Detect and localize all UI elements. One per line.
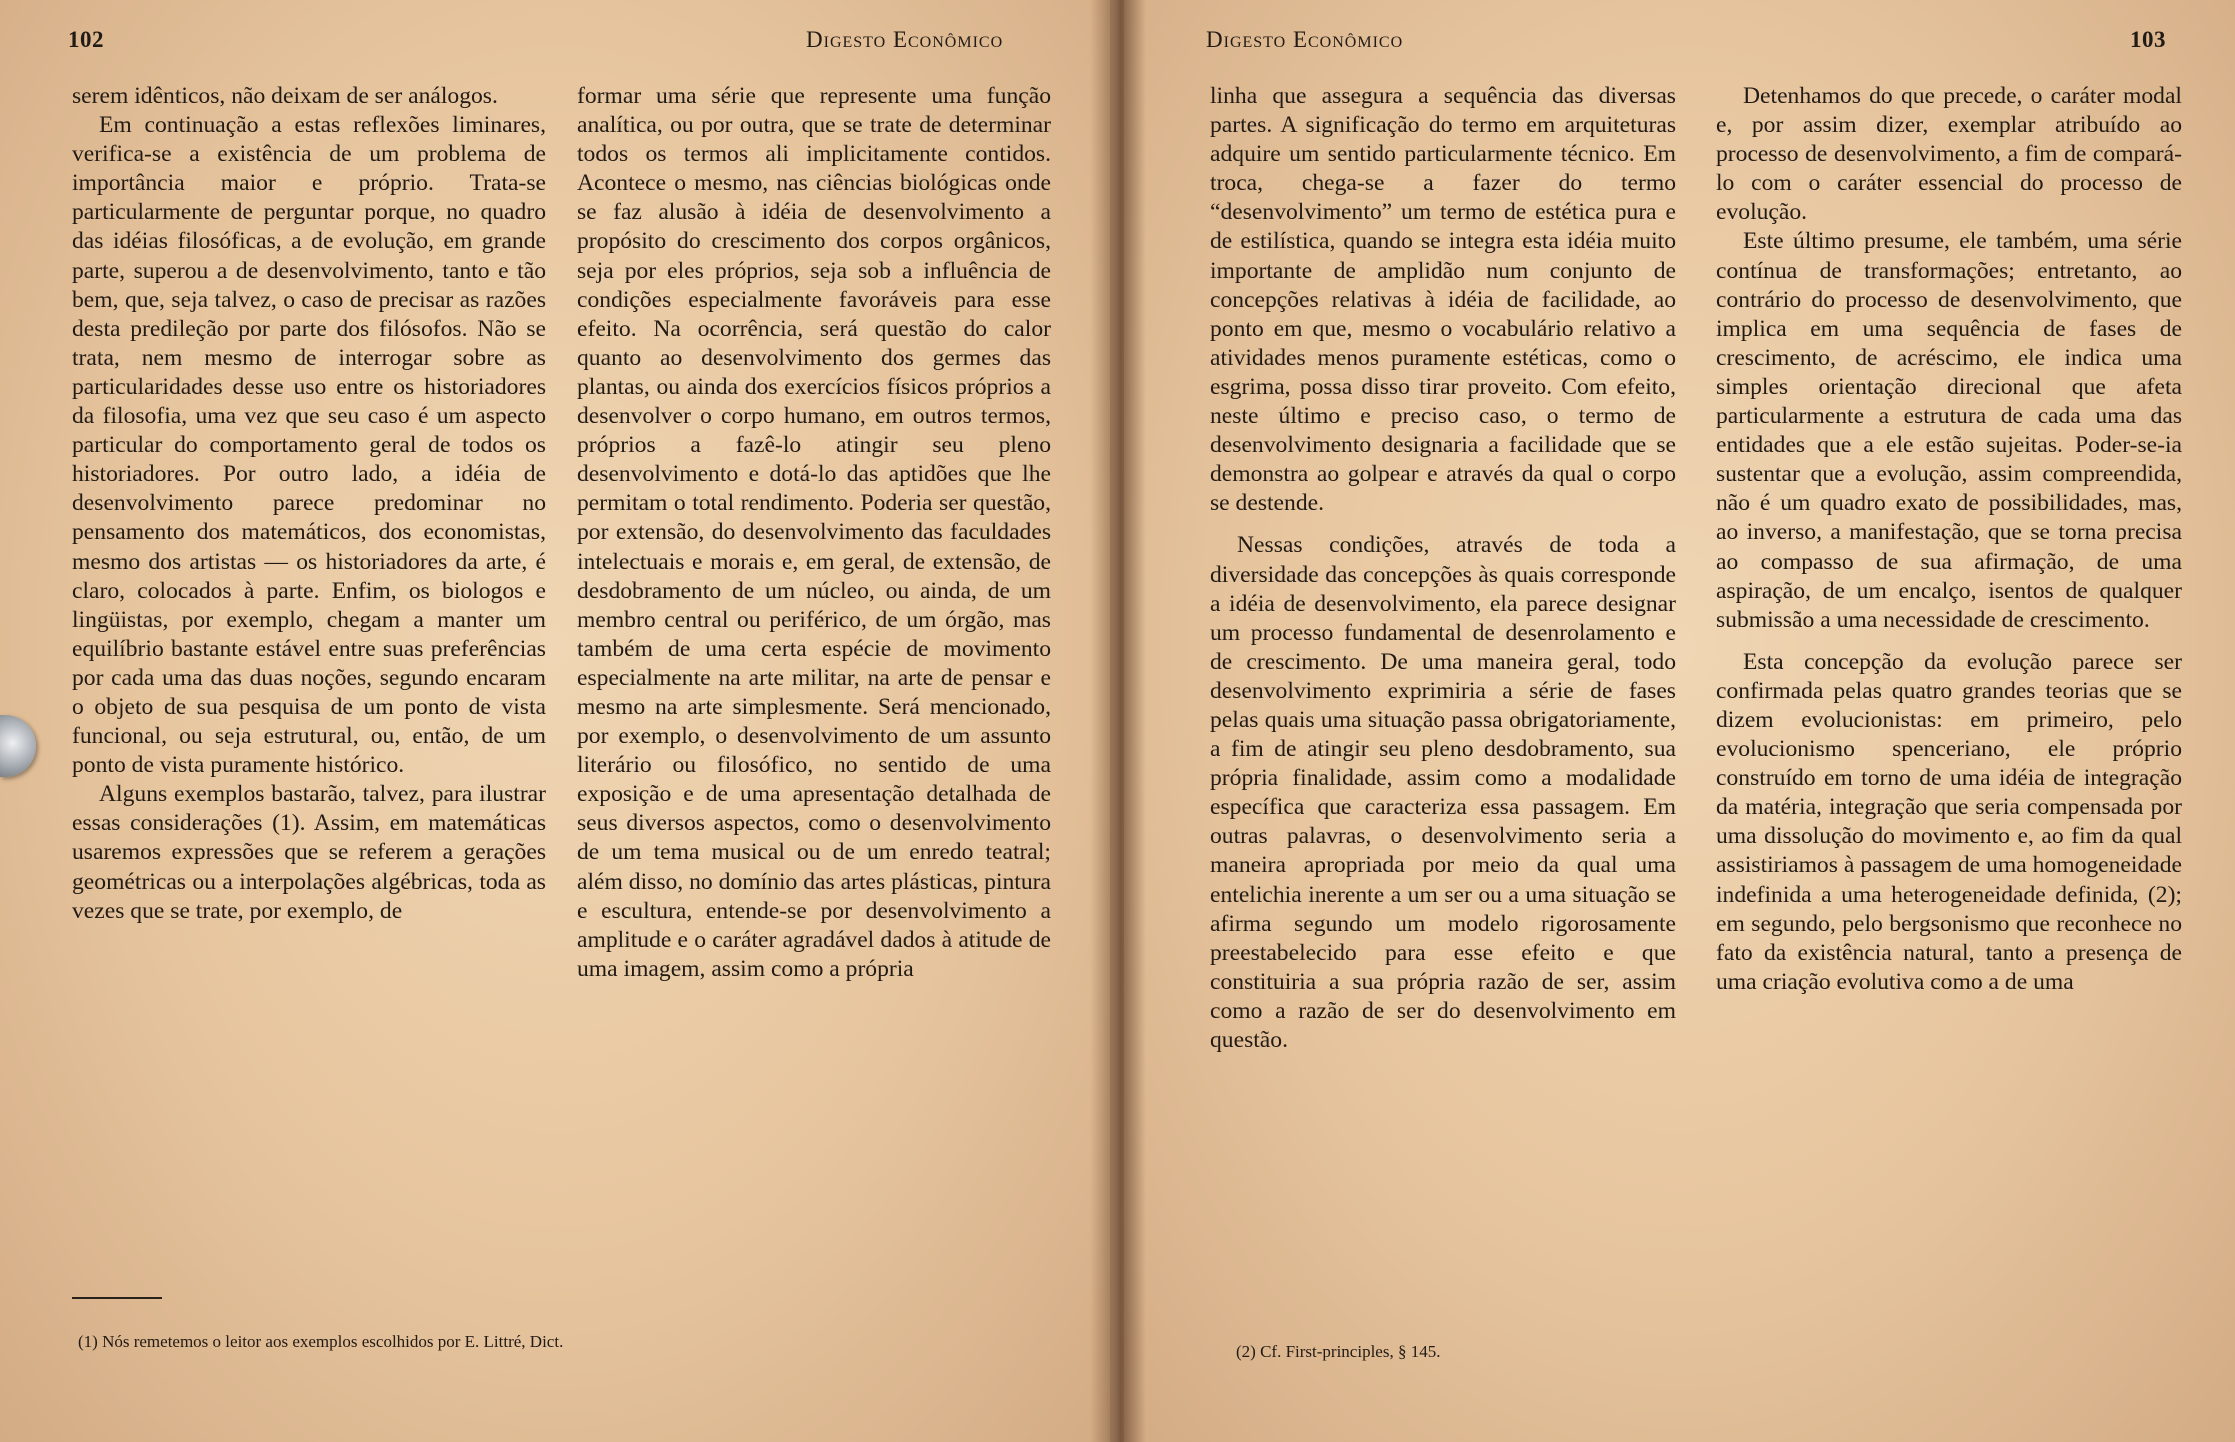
paragraph: Nessas condições, através de toda a diversidade das concepções às quais corresponde a idéia de desenvolvimento, ela parece designar um processo fundamental de desenrolamento e de crescimento. De uma maneira geral, todo desenvolvimento exprimiria a série de fases pelas quais uma situação passa obrigatoriamente, a fim de atingir seu pleno desdobramento, sua própria finalidade, assim como a modalidade específica que caracteriza essa passagem. Em outras palavras, o desenvolvimento seria a maneira apropriada por meio da qual uma entelichia inerente a um ser ou a uma situação se afirma segundo um modelo rigorosamente preestabelecido para esse efeito e que constituiria a sua própria razão de ser, assim como a razão de ser do desenvolvimento em questão. <box>1210 532 1676 1053</box>
running-head-left: Digesto Econômico <box>806 27 1004 52</box>
footnote-left: (1) Nós remetemos o leitor aos exemplos escolhidos por E. Littré, Dict. <box>78 1332 564 1351</box>
paragraph: Este último presume, ele também, uma série contínua de transformações; entretanto, ao contrário do processo de desenvolvimento, que implica em uma sequência de fases de crescimento, de acréscimo, ele indica uma simples orientação direcional que afeta particularmente a estrutura de cada uma das entidades que a ele estão sujeitas. Poder-se-ia sustentar que a evolução, assim compreendida, não é um quadro exato de possibilidades, mas, ao inverso, a manifestação, que se torna precisa ao compasso de sua afirmação, de uma aspiração, de um encalço, isentos de qualquer submissão a uma necessidade de crescimento. <box>1716 228 2182 633</box>
paragraph: Em continuação a estas reflexões liminares, verifica-se a existência de um problema de importância maior e próprio. Trata-se particularmente de perguntar porque, no quadro das idéias filosóficas, a de evolução, em grande parte, superou a de desenvolvimento, tanto e tão bem, que, seja talvez, o caso de precisar as razões desta predileção por parte dos filósofos. Não se trata, nem mesmo de interrogar sobre as particularidades desse uso entre os historiadores da filosofia, uma vez que seu caso é um aspecto particular do comportamento geral de todos os historiadores. Por outro lado, a idéia de desenvolvimento parece predominar no pensamento dos matemáticos, dos economistas, mesmo dos artistas — os historiadores da arte, é claro, colocados à parte. Enfim, os biologos e lingüistas, por exemplo, chegam a manter um equilíbrio bastante estável entre suas preferências por cada uma das duas noções, segundo encaram o objeto de sua pesquisa de um ponto de vista funcional, ou seja estrutural, ou, então, de um ponto de vista puramente histórico. <box>72 112 546 779</box>
paragraph: linha que assegura a sequência das diversas partes. A significação do termo em arquiteturas adquire um sentido particularmente técnico. Em troca, chega-se a fazer do termo “desenvolvimento” um termo de estética pura e de estilística, quando se integra esta idéia muito importante de amplidão num conjunto de concepções relativas à idéia de facilidade, ao ponto em que, mesmo o vocabulário relativo a atividades menos puramente estéticas, como o esgrima, possa disso tirar proveito. Com efeito, neste último e preciso caso, o termo de desenvolvimento designaria a facilidade que se demonstra ao golpear e através da qual o corpo se destende. <box>1210 83 1676 517</box>
right-column-1 <box>1210 82 1676 1055</box>
paragraph: serem idênticos, não deixam de ser análogos. <box>72 83 498 109</box>
paragraph: formar uma série que represente uma função analítica, ou por outra, que se trate de determinar todos os termos ali implicitamente contidos. Acontece o mesmo, nas ciências biológicas onde se faz alusão à idéia de desenvolvimento a propósito do crescimento dos corpos orgânicos, seja por eles próprios, seja sob a influência de condições especialmente favoráveis para esse efeito. Na ocorrência, será questão do calor quanto ao desenvolvimento dos germes das plantas, ou ainda dos exercícios físicos próprios a desenvolver o corpo humano, em outros termos, próprios a fazê-lo atingir seu pleno desenvolvimento e dotá-lo das aptidões que lhe permitam o total rendimento. Poderia ser questão, por extensão, do desenvolvimento das faculdades intelectuais e morais e, em geral, de extensão, de desdobramento de um núcleo, ou ainda, de um membro central ou periférico, de um órgão, mas também de uma certa espécie de movimento especialmente na arte militar, na arte de pensar e mesmo na arte simplesmente. Será mencionado, por exemplo, o desenvolvimento de um assunto literário ou filosófico, no sentido de uma exposição e de uma apresentação detalhada de seus diversos aspectos, como o desenvolvimento de um tema musical ou de um enredo teatral; além disso, no domínio das artes plásticas, pintura e escultura, entende-se por desenvolvimento a amplitude e o caráter agradável dados à atitude de uma imagem, assim como a própria <box>577 83 1051 982</box>
page-number-left: 102 <box>68 27 104 52</box>
right-column-2 <box>1716 82 2182 997</box>
right-page <box>1124 0 2235 1442</box>
left-column-2 <box>577 82 1051 984</box>
book-gutter <box>1090 0 1146 1442</box>
paragraph: Esta concepção da evolução parece ser confirmada pelas quatro grandes teorias que se dizem evolucionistas: em primeiro, pelo evolucionismo spenceriano, ele próprio construído em torno de uma idéia de integração da matéria, integração que seria compensada por uma dissolução do movimento e, ao fim da qual assistiriamos à passagem de uma homogeneidade indefinida a uma heterogeneidade definida, (2); em segundo, pelo bergsonismo que reconhece no fato da existência natural, tanto a presença de uma criação evolutiva como a de uma <box>1716 648 2182 995</box>
paragraph: Detenhamos do que precede, o caráter modal e, por assim dizer, exemplar atribuído ao processo de desenvolvimento, a fim de compará-lo com o caráter essencial do processo de evolução. <box>1716 83 2182 226</box>
paragraph: Alguns exemplos bastarão, talvez, para ilustrar essas considerações (1). Assim, em matemáticas usaremos expressões que se referem a gerações geométricas ou a interpolações algébricas, toda as vezes que se trate, por exemplo, de <box>72 781 546 924</box>
left-column-1 <box>72 82 546 926</box>
footnote-rule-left <box>72 1297 162 1299</box>
footnote-right: (2) Cf. First-principles, § 145. <box>1236 1342 1441 1361</box>
paper-clip <box>0 715 36 777</box>
page-number-right: 103 <box>2130 27 2166 52</box>
running-head-right: Digesto Econômico <box>1206 27 1404 52</box>
left-page <box>0 0 1110 1442</box>
